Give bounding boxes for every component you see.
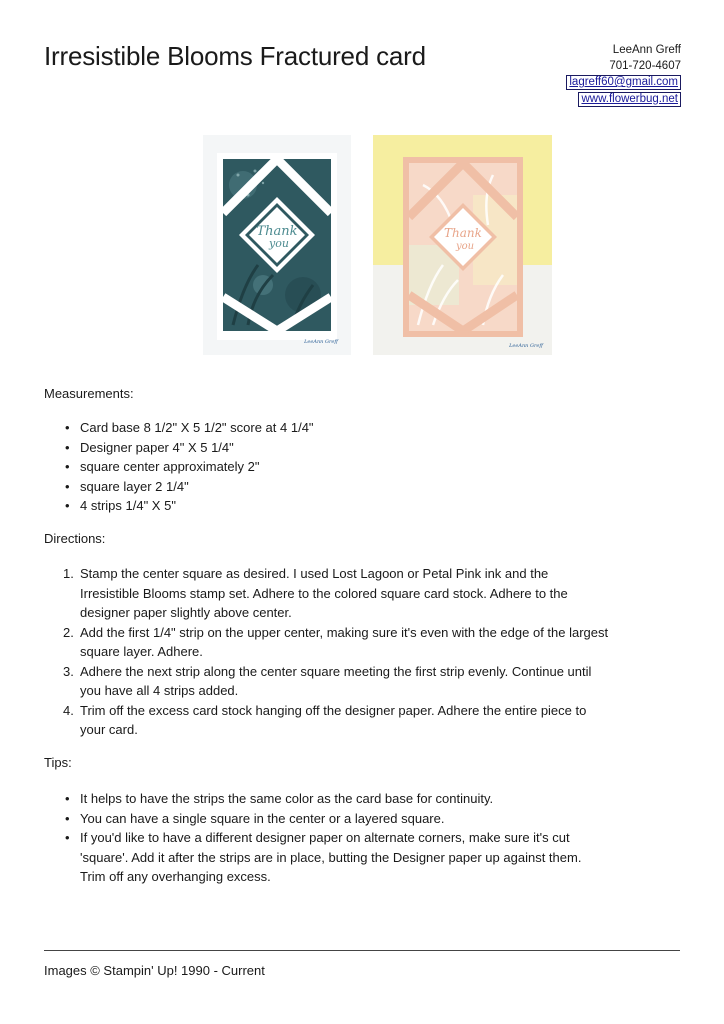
- step-line: you have all 4 strips added.: [80, 683, 239, 698]
- teal-card-photo: [203, 135, 351, 355]
- peach-sentiment-line1: Thank: [444, 226, 482, 240]
- step-line: Stamp the center square as desired. I used Lost Lagoon or Petal Pink ink and the: [80, 566, 549, 581]
- teal-sentiment-line1: Thank: [256, 224, 298, 239]
- directions-list: [63, 564, 680, 740]
- tip-line: 'square'. Add it after the strips are in place, butting the Designer paper up against them.: [80, 849, 582, 865]
- phone-number: 701-720-4607: [609, 59, 681, 72]
- footer-copyright: Images © Stampin' Up! 1990 - Current: [44, 963, 265, 978]
- list-item: [63, 701, 680, 740]
- tips-list: [80, 789, 680, 887]
- step-number: 1.: [63, 566, 74, 581]
- list-item: [63, 564, 680, 623]
- list-item: [80, 789, 680, 809]
- step-line: square layer. Adhere.: [80, 644, 203, 659]
- list-item: • 4 strips 1/4" X 5": [80, 496, 314, 516]
- step-number: 4.: [63, 702, 74, 718]
- list-item: • square center approximately 2": [80, 457, 314, 477]
- list-item: [63, 623, 680, 662]
- peach-card-photo: [373, 135, 552, 355]
- teal-signature: LeeAnn Greff: [304, 339, 338, 345]
- step-line: Adhere the next strip along the center square meeting the first strip evenly. Continue until: [80, 663, 592, 679]
- peach-card-image: [373, 135, 552, 355]
- website-link[interactable]: www.flowerbug.net: [578, 92, 681, 107]
- tip-line: • It helps to have the strips the same color as the card base for continuity.: [80, 791, 494, 806]
- step-line: your card.: [80, 722, 138, 737]
- directions-label: Directions:: [44, 531, 106, 546]
- peach-sentiment-line2: you: [455, 241, 475, 252]
- tip-line: • If you'd like to have a different designer paper on alternate corners, make sure it's cut: [80, 830, 570, 845]
- document-title: Irresistible Blooms Fractured card: [44, 41, 426, 71]
- footer-divider: [44, 950, 680, 951]
- author-name: LeeAnn Greff: [612, 44, 681, 56]
- step-line: designer paper slightly above center.: [80, 605, 292, 620]
- tip-line: • You can have a single square in the center or a layered square.: [80, 810, 445, 826]
- list-item: [63, 662, 680, 701]
- teal-card-image: [203, 135, 351, 355]
- teal-sentiment-line2: you: [269, 237, 289, 250]
- tip-line: Trim off any overhanging excess.: [80, 869, 271, 884]
- list-item: • Designer paper 4" X 5 1/4": [80, 438, 314, 458]
- measurements-label: Measurements:: [44, 386, 134, 401]
- list-item: • Card base 8 1/2" X 5 1/2" score at 4 1/4": [80, 418, 314, 438]
- measurements-list: [80, 418, 314, 516]
- contact-block: [566, 43, 681, 107]
- step-number: 2.: [63, 624, 74, 640]
- step-line: Add the first 1/4" strip on the upper center, making sure it's even with the edge of the largest: [80, 624, 609, 640]
- step-line: Trim off the excess card stock hanging off the designer paper. Adhere the entire piece to: [80, 702, 587, 718]
- peach-signature: LeeAnn Greff: [509, 343, 543, 349]
- list-item: [80, 828, 680, 887]
- card-photos: [203, 135, 552, 355]
- list-item: [80, 809, 680, 829]
- step-number: 3.: [63, 663, 74, 679]
- step-line: Irresistible Blooms stamp set. Adhere to the colored square card stock. Adhere to the: [80, 585, 568, 601]
- list-item: • square layer 2 1/4": [80, 477, 314, 497]
- email-link[interactable]: lagreff60@gmail.com: [566, 75, 681, 90]
- tips-label: Tips:: [44, 755, 72, 770]
